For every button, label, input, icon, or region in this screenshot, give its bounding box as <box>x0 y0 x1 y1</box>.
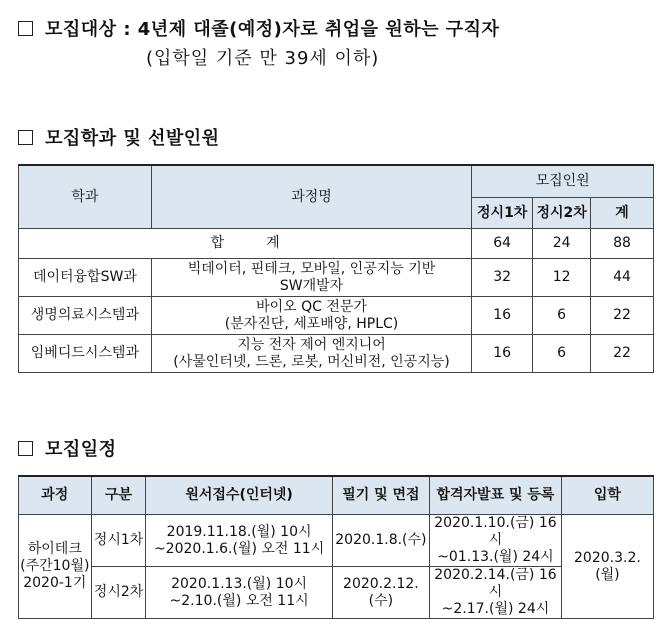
course-line: 2020-1기 <box>23 575 87 591</box>
course-line: SW개발자 <box>279 277 344 294</box>
table-row <box>19 515 654 567</box>
header-round1: 정시1차 <box>472 198 533 229</box>
header-total: 계 <box>591 198 654 229</box>
section-schedule <box>18 435 117 461</box>
table-row <box>19 297 654 335</box>
sum-label: 합 계 <box>19 229 472 259</box>
result-line: 2020.1.10.(금) 16시 <box>434 515 557 548</box>
section-departments <box>18 124 220 150</box>
apply-cell <box>146 567 332 619</box>
checkbox-square-icon <box>18 21 33 36</box>
round2-count: 6 <box>533 335 591 373</box>
checkbox-square-icon <box>18 130 33 145</box>
exam-cell: 2020.1.8.(수) <box>332 515 429 567</box>
type-cell: 정시2차 <box>91 567 146 619</box>
age-limit-note: (입학일 기준 만 39세 이하) <box>146 48 380 69</box>
header-admission: 입학 <box>561 476 653 515</box>
course-cell <box>19 515 92 619</box>
course-name <box>151 297 471 335</box>
total-count: 22 <box>591 297 654 335</box>
header-apply: 원서접수(인터넷) <box>146 476 332 515</box>
round2-count: 6 <box>533 297 591 335</box>
header-dept: 학과 <box>19 165 152 229</box>
header-result: 합격자발표 및 등록 <box>430 476 562 515</box>
course-line: (사물인터넷, 드론, 로봇, 머신비전, 인공지능) <box>173 353 450 370</box>
course-line: (주간10월) <box>20 558 90 574</box>
result-cell <box>430 567 562 619</box>
schedule-table <box>18 475 654 619</box>
header-round2: 정시2차 <box>533 198 591 229</box>
header-type: 구분 <box>91 476 146 515</box>
course-line: (분자진단, 세포배양, HPLC) <box>224 315 399 332</box>
course-line: 빅데이터, 핀테크, 모바일, 인공지능 기반 <box>187 260 436 277</box>
section-title: 모집학과 및 선발인원 <box>45 128 220 149</box>
sum-total: 88 <box>591 229 654 259</box>
department-quota-table <box>18 164 654 373</box>
round1-count: 16 <box>472 335 533 373</box>
course-line: 지능 전자 제어 엔지니어 <box>237 336 386 353</box>
result-line: ~01.13.(월) 24시 <box>437 549 554 565</box>
section-title: 모집일정 <box>45 439 117 460</box>
apply-cell <box>146 515 332 567</box>
apply-line: ~2.10.(월) 오전 11시 <box>169 592 309 609</box>
round1-count: 16 <box>472 297 533 335</box>
sum-round1: 64 <box>472 229 533 259</box>
course-line: 하이테크 <box>27 541 82 557</box>
table-row <box>19 567 654 619</box>
header-course: 과정명 <box>151 165 471 229</box>
section-title: 모집대상 : 4년제 대졸(예정)자로 취업을 원하는 구직자 <box>45 19 500 40</box>
apply-line: ~2020.1.6.(월) 오전 11시 <box>153 540 325 557</box>
sum-row <box>19 229 654 259</box>
header-course: 과정 <box>19 476 92 515</box>
course-name <box>151 335 471 373</box>
header-recruit: 모집인원 <box>472 165 654 198</box>
dept-name: 생명의료시스템과 <box>19 297 152 335</box>
course-line: 바이오 QC 전문가 <box>256 298 367 315</box>
checkbox-square-icon <box>18 441 33 456</box>
sum-round2: 24 <box>533 229 591 259</box>
result-line: ~2.17.(월) 24시 <box>441 601 550 617</box>
total-count: 44 <box>591 259 654 297</box>
dept-name: 임베디드시스템과 <box>19 335 152 373</box>
apply-line: 2020.1.13.(월) 10시 <box>171 575 308 592</box>
exam-cell: 2020.2.12.(수) <box>332 567 429 619</box>
dept-name: 데이터융합SW과 <box>19 259 152 297</box>
round1-count: 32 <box>472 259 533 297</box>
section-recruit-target <box>18 15 499 41</box>
admission-cell: 2020.3.2.(월) <box>561 515 653 619</box>
apply-line: 2019.11.18.(월) 10시 <box>166 523 312 540</box>
total-count: 22 <box>591 335 654 373</box>
result-cell <box>430 515 562 567</box>
round2-count: 12 <box>533 259 591 297</box>
type-cell: 정시1차 <box>91 515 146 567</box>
course-name <box>151 259 471 297</box>
header-exam: 필기 및 면접 <box>332 476 429 515</box>
table-row <box>19 259 654 297</box>
result-line: 2020.2.14.(금) 16시 <box>434 567 557 600</box>
table-row <box>19 335 654 373</box>
